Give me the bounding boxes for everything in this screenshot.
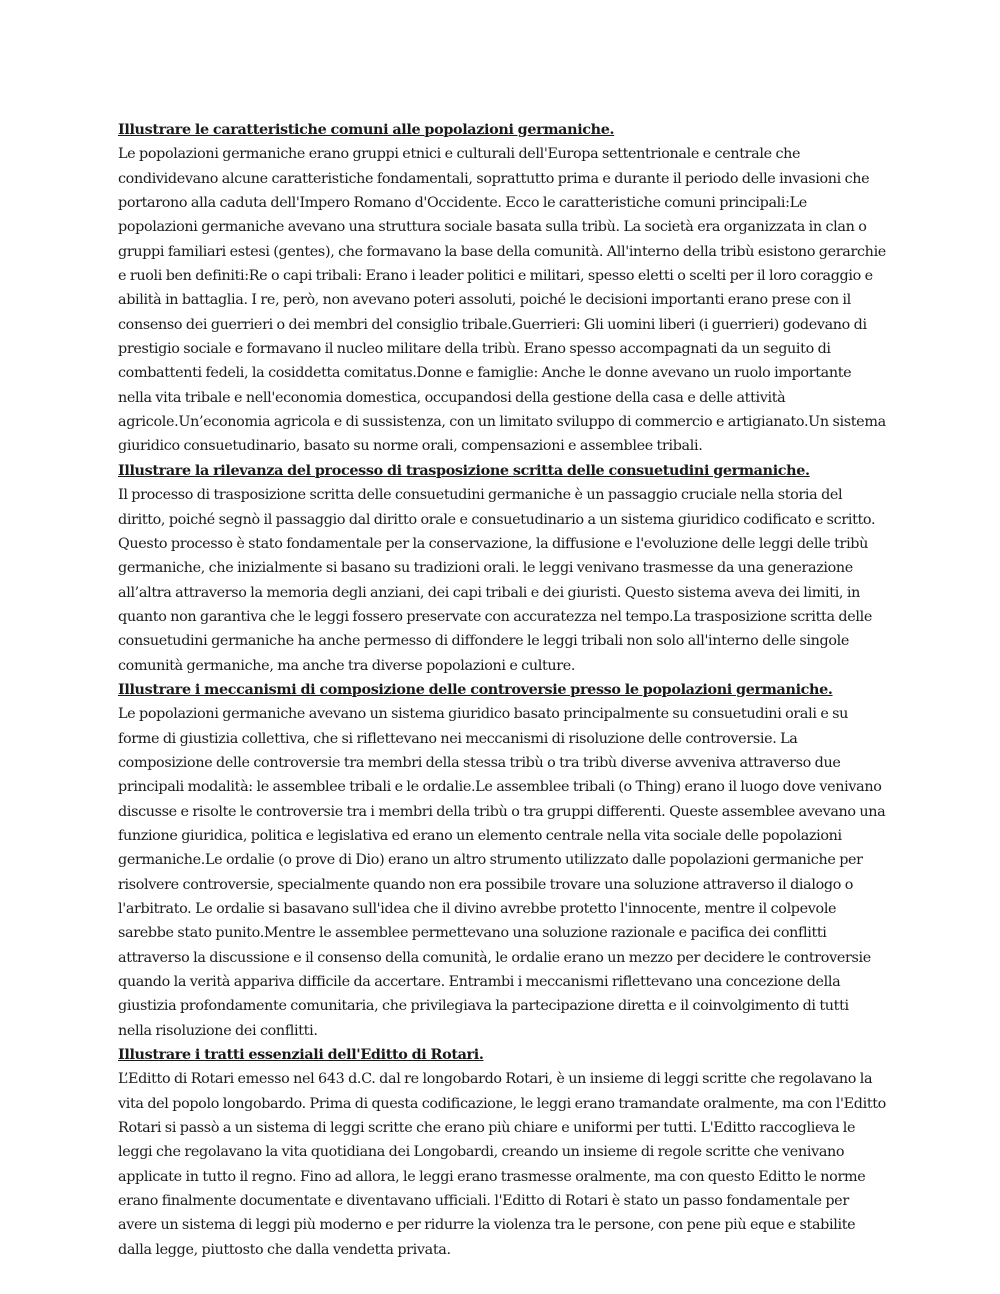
section-trasposizione-scritta — [118, 459, 886, 678]
section-title: Illustrare i tratti essenziali dell'Editto di Rotari. — [118, 1047, 484, 1064]
section-title: Illustrare le caratteristiche comuni alle popolazioni germaniche. — [118, 122, 615, 138]
section-body: L’Editto di Rotari emesso nel 643 d.C. dal re longobardo Rotari, è un insieme di leggi scritte che regolavano la vita del popolo longobardo. Prima di questa codificazione, le leggi erano tramandate oralmente, ma con l'Editto Rotari si passò a un sistema di leggi scritte che erano più chiare e uniformi per tutti. L'Editto raccoglieva le leggi che regolavano la vita quotidiana dei Longobardi, creando un insieme di regole scritte che venivano applicate in tutto il regno. Fino ad allora, le leggi erano trasmesse oralmente, ma con questo Editto le norme erano finalmente documentate e diventavano ufficiali. l'Editto di Rotari è stato un passo fondamentale per avere un sistema di leggi più moderno e per ridurre la violenza tra le persone, con pene più eque e stabilite dalla legge, piuttosto che dalla vendetta privata. — [118, 1071, 886, 1258]
section-composizione-controversie — [118, 678, 886, 1043]
section-caratteristiche-comuni — [118, 118, 886, 459]
section-body: Il processo di trasposizione scritta delle consuetudini germaniche è un passaggio cruciale nella storia del diritto, poiché segnò il passaggio dal diritto orale e consuetudinario a un sistema giuridico codificato e scritto. Questo processo è stato fondamentale per la conservazione, la diffusione e l'evoluzione delle leggi delle tribù germaniche, che inizialmente si basano su tradizioni orali. le leggi venivano trasmesse da una generazione all’altra attraverso la memoria degli anziani, dei capi tribali e dei giuristi. Questo sistema aveva dei limiti, in quanto non garantiva che le leggi fossero preservate con accuratezza nel tempo.La trasposizione scritta delle consuetudini germaniche ha anche permesso di diffondere le leggi tribali non solo all'interno delle singole comunità germaniche, ma anche tra diverse popolazioni e culture. — [118, 487, 876, 674]
section-editto-rotari — [118, 1043, 886, 1262]
section-title: Illustrare i meccanismi di composizione delle controversie presso le popolazioni germaniche. — [118, 681, 833, 698]
section-title: Illustrare la rilevanza del processo di trasposizione scritta delle consuetudini germaniche. — [118, 462, 810, 479]
section-body: Le popolazioni germaniche erano gruppi etnici e culturali dell'Europa settentrionale e centrale che condividevano alcune caratteristiche fondamentali, soprattutto prima e durante il periodo delle invasioni che portarono alla caduta dell'Impero Romano d'Occidente. Ecco le caratteristiche comuni principali:Le popolazioni germaniche avevano una struttura sociale basata sulla tribù. La società era organizzata in clan o gruppi familiari estesi (gentes), che formavano la base della comunità. All'interno della tribù esistono gerarchie e ruoli ben definiti:Re o capi tribali: Erano i leader politici e militari, spesso eletti o scelti per il loro coraggio e abilità in battaglia. I re, però, non avevano poteri assoluti, poiché le decisioni importanti erano prese con il consenso dei guerrieri o dei membri del consiglio tribale.Guerrieri: Gli uomini liberi (i guerrieri) godevano di prestigio sociale e formavano il nucleo militare della tribù. Erano spesso accompagnati da un seguito di combattenti fedeli, la cosiddetta comitatus.Donne e famiglie: Anche le donne avevano un ruolo importante nella vita tribale e nell'economia domestica, occupandosi della gestione della casa e delle attività agricole.Un’economia agricola e di sussistenza, con un limitato sviluppo di commercio e artigianato.Un sistema giuridico consuetudinario, basato su norme orali, compensazioni e assemblee tribali. — [118, 146, 886, 455]
section-body: Le popolazioni germaniche avevano un sistema giuridico basato principalmente su consuetudini orali e su forme di giustizia collettiva, che si riflettevano nei meccanismi di risoluzione delle controversie. La composizione delle controversie tra membri della stessa tribù o tra tribù diverse avveniva attraverso due principali modalità: le assemblee tribali e le ordalie.Le assemblee tribali (o Thing) erano il luogo dove venivano discusse e risolte le controversie tra i membri della tribù o tra gruppi differenti. Queste assemblee avevano una funzione giuridica, politica e legislativa ed erano un elemento centrale nella vita sociale delle popolazioni germaniche.Le ordalie (o prove di Dio) erano un altro strumento utilizzato dalle popolazioni germaniche per risolvere controversie, specialmente quando non era possibile trovare una soluzione attraverso il dialogo o l'arbitrato. Le ordalie si basavano sull'idea che il divino avrebbe protetto l'innocente, mentre il colpevole sarebbe stato punito.Mentre le assemblee permettevano una soluzione razionale e pacifica dei conflitti attraverso la discussione e il consenso della comunità, le ordalie erano un mezzo per decidere le controversie quando la verità appariva difficile da accertare. Entrambi i meccanismi riflettevano una concezione della giustizia profondamente comunitaria, che privilegiava la partecipazione diretta e il coinvolgimento di tutti nella risoluzione dei conflitti. — [118, 706, 886, 1039]
document-page — [118, 118, 886, 1262]
